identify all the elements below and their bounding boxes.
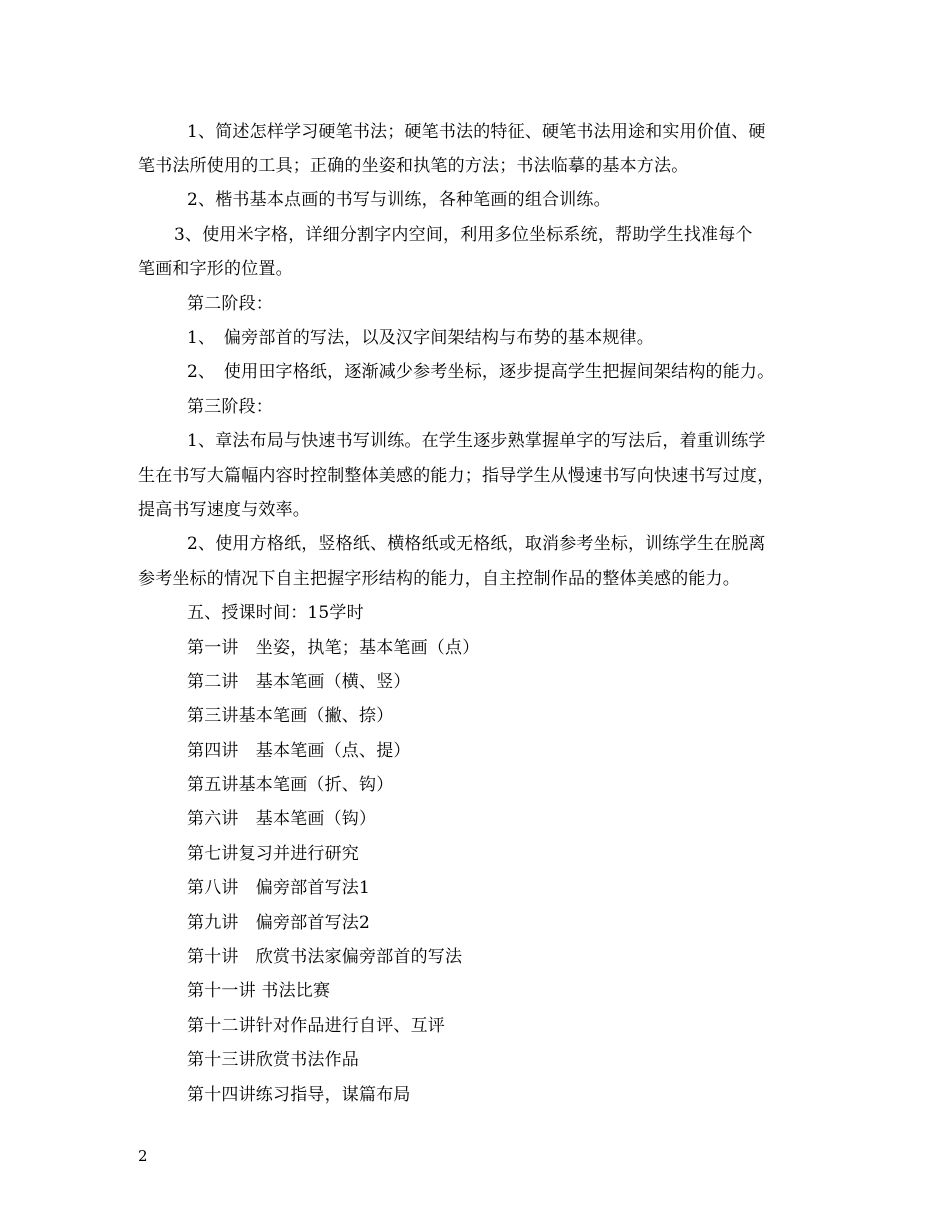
- paragraph-line: 2、楷书基本点画的书写与训练，各种笔画的组合训练。: [187, 190, 611, 210]
- section-heading: 第二阶段：: [187, 294, 273, 314]
- lecture-item: 第三讲基本笔画（撇、捺）: [187, 706, 394, 726]
- lecture-item: 第十三讲欣赏书法作品: [187, 1050, 359, 1070]
- paragraph-line: 1、简述怎样学习硬笔书法；硬笔书法的特征、硬笔书法用途和实用价值、硬: [187, 122, 766, 142]
- lecture-item: 第四讲 基本笔画（点、提）: [187, 741, 411, 761]
- paragraph-line: 生在书写大篇幅内容时控制整体美感的能力；指导学生从慢速书写向快速书写过度，: [138, 466, 775, 486]
- paragraph-line: 1、 偏旁部首的写法，以及汉字间架结构与布势的基本规律。: [187, 328, 654, 348]
- lecture-item: 第十讲 欣赏书法家偏旁部首的写法: [187, 947, 463, 967]
- lecture-item: 第五讲基本笔画（折、钩）: [187, 775, 394, 795]
- lecture-item: 第八讲 偏旁部首写法1: [187, 878, 371, 898]
- section-heading: 第三阶段：: [187, 397, 273, 417]
- lecture-item: 第二讲 基本笔画（横、竖）: [187, 672, 411, 692]
- lecture-item: 第十二讲针对作品进行自评、互评: [187, 1016, 445, 1036]
- paragraph-line: 1、章法布局与快速书写训练。在学生逐步熟掌握单字的写法后，着重训练学: [187, 431, 766, 451]
- section-heading: 五、授课时间：15学时: [187, 603, 364, 623]
- paragraph-line: 笔书法所使用的工具；正确的坐姿和执笔的方法；书法临摹的基本方法。: [138, 156, 689, 176]
- lecture-item: 第七讲复习并进行研究: [187, 844, 359, 864]
- paragraph-line: 2、使用方格纸，竖格纸、横格纸或无格纸，取消参考坐标，训练学生在脱离: [187, 534, 766, 554]
- paragraph-line: 2、 使用田字格纸，逐渐减少参考坐标，逐步提高学生把握间架结构的能力。: [187, 362, 775, 382]
- paragraph-line: 参考坐标的情况下自主把握字形结构的能力，自主控制作品的整体美感的能力。: [138, 569, 740, 589]
- page-number: 2: [138, 1147, 148, 1165]
- paragraph-line: 笔画和字形的位置。: [138, 259, 293, 279]
- lecture-item: 第九讲 偏旁部首写法2: [187, 913, 371, 933]
- paragraph-line: 3、使用米字格，详细分割字内空间，利用多位坐标系统，帮助学生找准每个: [174, 225, 753, 245]
- lecture-item: 第一讲 坐姿，执笔；基本笔画（点）: [187, 638, 480, 658]
- lecture-item: 第十一讲 书法比赛: [187, 981, 331, 1001]
- paragraph-line: 提高书写速度与效率。: [138, 500, 310, 520]
- lecture-item: 第六讲 基本笔画（钩）: [187, 809, 377, 829]
- lecture-item: 第十四讲练习指导，谋篇布局: [187, 1085, 411, 1105]
